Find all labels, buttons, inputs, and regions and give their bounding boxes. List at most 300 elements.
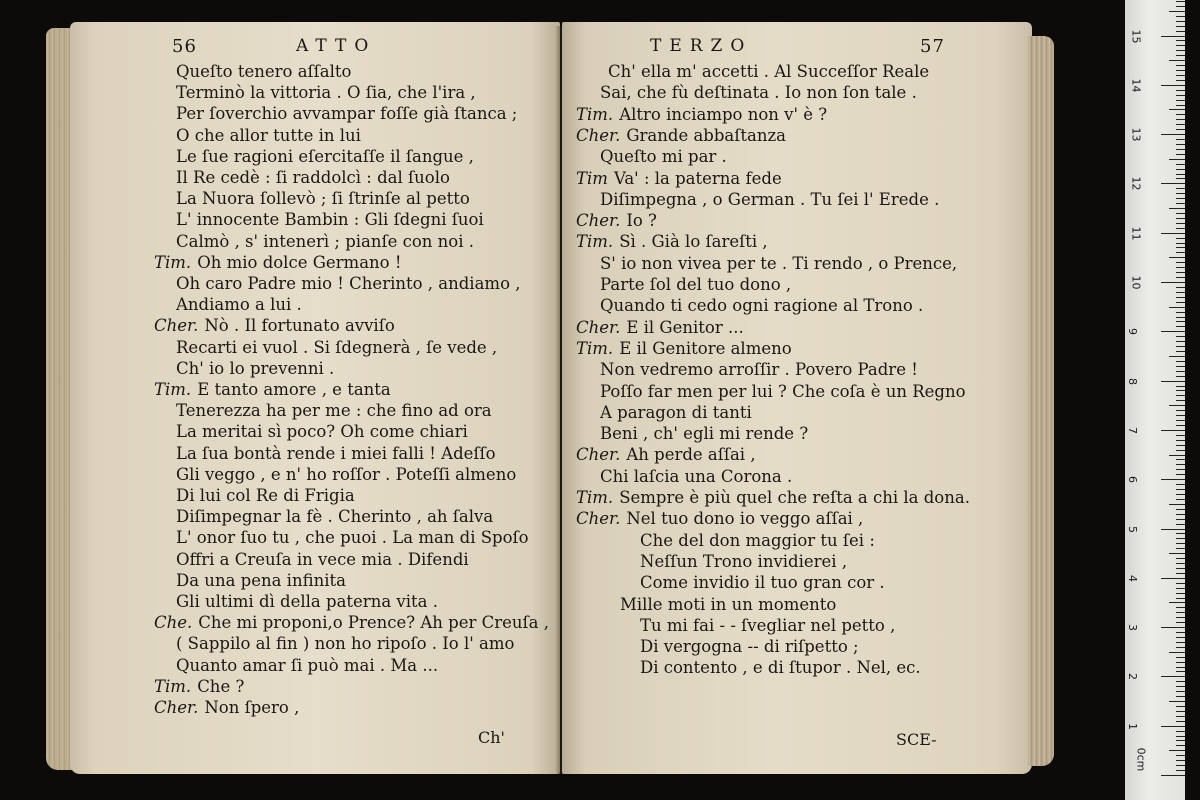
text-line: [176, 126, 361, 147]
ruler-tick: [1176, 533, 1185, 534]
ruler-label: 11: [1129, 226, 1143, 241]
ruler-tick: [1176, 445, 1185, 446]
right-running-head: TERZO: [650, 36, 753, 56]
ruler-tick: [1161, 282, 1185, 283]
ruler-tick: [1176, 341, 1185, 342]
text-line: [576, 509, 863, 530]
ruler-tick: [1176, 612, 1185, 613]
ruler-tick: [1176, 21, 1185, 22]
verse-text: Quando ti cedo ogni ragione al Trono .: [600, 296, 924, 316]
text-line: [154, 613, 549, 634]
ruler-tick: [1176, 228, 1185, 229]
text-line: [640, 552, 847, 573]
ruler-label: 15: [1129, 29, 1143, 43]
speaker-label: Tim.: [576, 488, 614, 507]
text-line: [576, 318, 744, 339]
text-line: [154, 698, 299, 719]
speaker-label: Cher.: [576, 509, 621, 529]
ruler-tick: [1176, 50, 1185, 51]
ruler-tick: [1176, 144, 1185, 145]
verse-text: Oh mio dolce Germano !: [197, 252, 402, 272]
verse-text: Quanto amar ſi può mai . Ma ...: [176, 655, 439, 675]
ruler-tick: [1176, 105, 1185, 106]
verse-text: Che del don maggior tu ſei :: [640, 530, 875, 550]
ruler-tick: [1176, 524, 1185, 525]
ruler-tick: [1176, 119, 1185, 120]
ruler-tick: [1176, 642, 1185, 643]
ruler-tick: [1169, 109, 1185, 110]
ruler-tick: [1176, 100, 1185, 101]
ruler-tick: [1161, 183, 1185, 184]
ruler-tick: [1176, 716, 1185, 717]
ruler-tick: [1176, 223, 1185, 224]
ruler-tick: [1176, 671, 1185, 672]
text-line: [640, 616, 895, 637]
verse-text: L' onor ſuo tu , che puoi . La man di Spoſo: [176, 528, 529, 548]
text-line: [576, 105, 827, 126]
ruler-tick: [1176, 247, 1185, 248]
ruler-tick: [1176, 770, 1185, 771]
text-line: [576, 169, 782, 190]
verse-text: Queſto tenero aſſalto: [176, 62, 352, 81]
text-line: [176, 444, 496, 465]
verse-text: Tu mi fai - - ſvegliar nel petto ,: [640, 615, 896, 635]
ruler-tick: [1176, 351, 1185, 352]
verse-text: Diſimpegna , o German . Tu ſei l' Erede .: [600, 189, 940, 209]
ruler-tick: [1176, 691, 1185, 692]
ruler-tick: [1176, 509, 1185, 510]
verse-text: Da una pena infinita: [176, 570, 346, 590]
right-catchword: SCE-: [896, 730, 937, 749]
text-line: [176, 401, 492, 422]
ruler-label: 13: [1129, 127, 1143, 142]
text-line: [176, 295, 302, 316]
verse-text: Gli ultimi dì della paterna vita .: [176, 592, 438, 611]
ruler-tick: [1176, 376, 1185, 377]
ruler-tick: [1176, 607, 1185, 608]
ruler-tick: [1176, 514, 1185, 515]
ruler-tick: [1176, 637, 1185, 638]
ruler-tick: [1161, 529, 1185, 530]
right-page: [562, 22, 1032, 774]
verse-text: E il Genitor ...: [626, 317, 744, 337]
ruler-tick: [1176, 410, 1185, 411]
speaker-label: Tim.: [154, 252, 192, 272]
text-line: [176, 168, 450, 189]
ruler-tick: [1176, 489, 1185, 490]
ruler-tick: [1176, 568, 1185, 569]
ruler-tick: [1176, 425, 1185, 426]
ruler-tick: [1176, 538, 1185, 539]
verse-text: O che allor tutte in lui: [176, 125, 361, 145]
ruler-tick: [1176, 415, 1185, 416]
ruler-tick: [1176, 519, 1185, 520]
text-line: [600, 254, 957, 275]
ruler-tick: [1176, 302, 1185, 303]
ruler-tick: [1176, 745, 1185, 746]
ruler-tick: [1176, 667, 1185, 668]
ruler-tick: [1176, 371, 1185, 372]
text-line: [600, 190, 939, 211]
ruler-tick: [1161, 134, 1185, 135]
ruler-tick: [1176, 711, 1185, 712]
ruler-label: 8: [1126, 377, 1139, 385]
text-line: [608, 62, 929, 83]
ruler-tick: [1176, 583, 1185, 584]
ruler-label: 2: [1126, 673, 1139, 681]
ruler-tick: [1176, 361, 1185, 362]
verse-text: Le ſue ragioni eſercitaſſe il ſangue ,: [176, 146, 474, 166]
ruler-tick: [1176, 346, 1185, 347]
ruler-tick: [1176, 297, 1185, 298]
ruler-tick: [1176, 681, 1185, 682]
left-page: [70, 22, 560, 774]
ruler-tick: [1176, 760, 1185, 761]
ruler-tick: [1176, 178, 1185, 179]
ruler-tick: [1161, 479, 1185, 480]
ruler-tick: [1176, 420, 1185, 421]
ruler-tick: [1161, 775, 1185, 776]
verse-text: Recarti ei vuol . Si ſdegnerà , ſe vede ,: [176, 337, 498, 357]
ruler-tick: [1176, 277, 1185, 278]
left-page-number: 56: [172, 36, 197, 57]
text-line: [600, 275, 791, 296]
ruler-tick: [1169, 257, 1185, 258]
text-line: [600, 83, 917, 104]
ruler-label: 6: [1126, 476, 1139, 484]
verse-text: Calmò , s' intenerì ; pianſe con noi .: [176, 231, 474, 251]
ruler-tick: [1176, 16, 1185, 17]
ruler-tick: [1176, 386, 1185, 387]
ruler-tick: [1176, 45, 1185, 46]
ruler-tick: [1176, 721, 1185, 722]
ruler-label: 10: [1129, 275, 1143, 290]
ruler-tick: [1169, 553, 1185, 554]
text-line: [600, 296, 923, 317]
verse-text: Io ?: [626, 211, 657, 231]
verse-text: Beni , ch' egli mi rende ?: [600, 424, 809, 444]
ruler-tick: [1176, 321, 1185, 322]
ruler-tick: [1176, 459, 1185, 460]
text-line: [176, 634, 514, 655]
text-line: [576, 211, 657, 232]
ruler-tick: [1176, 272, 1185, 273]
ruler-tick: [1176, 312, 1185, 313]
text-line: [576, 339, 792, 360]
ruler-tick: [1176, 558, 1185, 559]
ruler-tick: [1176, 317, 1185, 318]
text-line: [600, 424, 808, 445]
text-line: [640, 573, 885, 594]
verse-text: E tanto amore , e tanta: [197, 380, 391, 399]
text-line: [176, 210, 484, 231]
ruler-tick: [1169, 750, 1185, 751]
ruler-tick: [1169, 602, 1185, 603]
ruler-label: 5: [1126, 525, 1139, 533]
ruler-tick: [1176, 499, 1185, 500]
speaker-label: Cher.: [576, 445, 621, 465]
left-running-head: ATTO: [296, 36, 377, 56]
text-line: [176, 83, 476, 104]
ruler-tick: [1176, 706, 1185, 707]
speaker-label: Cher.: [576, 317, 621, 337]
speaker-label: Tim.: [576, 232, 614, 252]
ruler-tick: [1176, 31, 1185, 32]
ruler-tick: [1169, 159, 1185, 160]
text-line: [640, 531, 875, 552]
ruler-tick: [1176, 662, 1185, 663]
ruler-tick: [1176, 203, 1185, 204]
ruler-tick: [1176, 95, 1185, 96]
verse-text: Oh caro Padre mio ! Cherinto , andiamo ,: [176, 274, 521, 293]
verse-text: Mille moti in un momento: [620, 594, 837, 614]
speaker-label: Cher.: [576, 125, 621, 145]
ruler-tick: [1176, 765, 1185, 766]
verse-text: Grande abbaſtanza: [626, 125, 786, 145]
verse-text: Chi laſcia una Corona .: [600, 466, 793, 486]
ruler-tick: [1176, 563, 1185, 564]
ruler-tick: [1176, 114, 1185, 115]
verse-text: Gli veggo , e n' ho roſſor . Poteſſi almeno: [176, 464, 517, 484]
verse-text: La ſua bontà rende i miei falli ! Adeſſo: [176, 443, 496, 463]
right-page-number: 57: [920, 36, 945, 57]
ruler-tick: [1169, 405, 1185, 406]
ruler-tick: [1176, 169, 1185, 170]
speaker-label: Tim: [576, 168, 608, 188]
measuring-ruler: [1125, 0, 1185, 800]
ruler-tick: [1176, 149, 1185, 150]
ruler-label: 1: [1126, 722, 1139, 730]
text-line: [176, 571, 346, 592]
speaker-label: Tim.: [576, 338, 614, 358]
ruler-label: 0cm: [1134, 747, 1148, 772]
ruler-label: 12: [1129, 176, 1143, 191]
speaker-label: Tim.: [154, 380, 192, 399]
verse-text: Va' : la paterna fede: [613, 168, 782, 188]
ruler-tick: [1169, 652, 1185, 653]
ruler-tick: [1176, 75, 1185, 76]
text-line: [176, 486, 355, 507]
text-line: [640, 658, 921, 679]
verse-text: Che ?: [197, 676, 245, 696]
ruler-tick: [1176, 736, 1185, 737]
ruler-tick: [1161, 381, 1185, 382]
text-line: [176, 338, 497, 359]
verse-text: Diſimpegnar la fè . Cherinto , ah ſalva: [176, 507, 494, 527]
ruler-tick: [1176, 464, 1185, 465]
verse-text: Poſſo far men per lui ? Che coſa è un Regno: [600, 381, 966, 401]
ruler-tick: [1176, 731, 1185, 732]
verse-text: Ah perde aſſai ,: [626, 445, 756, 465]
ruler-tick: [1176, 55, 1185, 56]
ruler-tick: [1176, 632, 1185, 633]
ruler-tick: [1176, 6, 1185, 7]
ruler-tick: [1176, 622, 1185, 623]
text-line: [154, 677, 244, 698]
left-catchword: Ch': [478, 728, 505, 747]
ruler-tick: [1176, 395, 1185, 396]
text-line: [600, 147, 727, 168]
text-line: [176, 422, 468, 443]
ruler-tick: [1176, 598, 1185, 599]
verse-text: Che mi proponi,o Prence? Ah per Creuſa ,: [198, 613, 549, 633]
ruler-tick: [1176, 755, 1185, 756]
verse-text: L' innocente Bambin : Gli ſdegni ſuoi: [176, 210, 484, 230]
ruler-tick: [1176, 213, 1185, 214]
verse-text: Terminò la vittoria . O ſia, che l'ira ,: [176, 83, 476, 103]
text-line: [176, 104, 517, 125]
ruler-tick: [1176, 588, 1185, 589]
verse-text: Il Re cedè : ſi raddolcì : dal ſuolo: [176, 168, 450, 187]
ruler-tick: [1176, 238, 1185, 239]
ruler-tick: [1176, 70, 1185, 71]
ruler-tick: [1169, 356, 1185, 357]
text-line: [154, 316, 395, 337]
text-line: [176, 465, 516, 486]
ruler-label: 14: [1129, 78, 1143, 93]
ruler-tick: [1176, 193, 1185, 194]
ruler-tick: [1169, 307, 1185, 308]
ruler-tick: [1176, 129, 1185, 130]
ruler-tick: [1176, 124, 1185, 125]
text-line: [576, 488, 970, 509]
verse-text: La Nuora ſollevò ; ſi ſtrinſe al petto: [176, 189, 470, 209]
ruler-tick: [1176, 80, 1185, 81]
ruler-tick: [1161, 578, 1185, 579]
ruler-tick: [1176, 243, 1185, 244]
text-line: [154, 380, 391, 401]
text-line: [176, 274, 521, 295]
verse-text: S' io non vivea per te . Ti rendo , o Prence,: [600, 253, 958, 273]
speaker-label: Cher.: [154, 316, 199, 336]
verse-text: Di lui col Re di Frigia: [176, 486, 355, 505]
ruler-tick: [1169, 701, 1185, 702]
verse-text: Per ſoverchio avvampar foſſe già ſtanca ;: [176, 104, 518, 124]
verse-text: Altro inciampo non v' è ?: [619, 104, 828, 124]
verse-text: Nò . Il fortunato avviſo: [204, 316, 395, 336]
text-line: [176, 359, 334, 380]
ruler-tick: [1161, 36, 1185, 37]
ruler-tick: [1176, 26, 1185, 27]
ruler-tick: [1169, 504, 1185, 505]
ruler-tick: [1176, 400, 1185, 401]
ruler-tick: [1176, 188, 1185, 189]
text-line: [600, 403, 752, 424]
text-line: [176, 147, 474, 168]
ruler-tick: [1176, 474, 1185, 475]
ruler-tick: [1176, 657, 1185, 658]
verse-text: ( Sappilo al fin ) non ho ripoſo . Io l' amo: [176, 634, 515, 654]
ruler-tick: [1176, 696, 1185, 697]
ruler-tick: [1176, 617, 1185, 618]
verse-text: Offri a Creuſa in vece mia . Difendi: [176, 549, 469, 569]
ruler-tick: [1176, 40, 1185, 41]
ruler-tick: [1176, 435, 1185, 436]
ruler-tick: [1161, 627, 1185, 628]
text-line: [176, 62, 351, 83]
ruler-tick: [1176, 65, 1185, 66]
ruler-tick: [1176, 198, 1185, 199]
text-line: [600, 467, 792, 488]
ruler-label: 7: [1126, 426, 1139, 434]
ruler-tick: [1176, 548, 1185, 549]
ruler-tick: [1176, 686, 1185, 687]
verse-text: E il Genitore almeno: [619, 338, 792, 358]
ruler-tick: [1176, 267, 1185, 268]
ruler-tick: [1176, 90, 1185, 91]
verse-text: Come invidio il tuo gran cor .: [640, 573, 885, 593]
text-line: [176, 592, 438, 613]
verse-text: Ch' io lo prevenni .: [176, 358, 335, 378]
text-line: [176, 507, 493, 528]
ruler-label: 4: [1126, 574, 1139, 582]
ruler-tick: [1176, 573, 1185, 574]
ruler-tick: [1169, 11, 1185, 12]
ruler-tick: [1161, 676, 1185, 677]
verse-text: Non vedremo arroſſir . Povero Padre !: [600, 360, 918, 380]
text-line: [176, 656, 438, 677]
text-line: [176, 232, 474, 253]
ruler-tick: [1176, 174, 1185, 175]
text-line: [576, 232, 768, 253]
text-line: [176, 528, 529, 549]
ruler-tick: [1161, 233, 1185, 234]
ruler-tick: [1176, 543, 1185, 544]
ruler-tick: [1176, 292, 1185, 293]
ruler-tick: [1176, 326, 1185, 327]
ruler-tick: [1169, 208, 1185, 209]
right-page-edges: [1028, 36, 1054, 766]
verse-text: A paragon di tanti: [600, 402, 752, 422]
ruler-label: 3: [1126, 624, 1139, 632]
ruler-tick: [1176, 647, 1185, 648]
ruler-tick: [1176, 287, 1185, 288]
text-line: [620, 595, 836, 616]
ruler-tick: [1176, 366, 1185, 367]
verse-text: Neſſun Trono invidierei ,: [640, 551, 848, 571]
ruler-tick: [1176, 494, 1185, 495]
text-line: [576, 126, 786, 147]
verse-text: Ch' ella m' accetti . Al Succeſſor Reale: [608, 62, 930, 81]
speaker-label: Tim.: [576, 104, 614, 124]
ruler-tick: [1161, 430, 1185, 431]
text-line: [176, 550, 469, 571]
verse-text: La meritai sì poco? Oh come chiari: [176, 422, 468, 442]
ruler-tick: [1176, 440, 1185, 441]
verse-text: Andiamo a lui .: [176, 295, 302, 315]
speaker-label: Cher.: [154, 698, 199, 717]
speaker-label: Cher.: [576, 211, 621, 231]
verse-text: Sì . Già lo ſareſti ,: [619, 232, 768, 252]
ruler-tick: [1161, 331, 1185, 332]
ruler-tick: [1169, 60, 1185, 61]
ruler-tick: [1161, 726, 1185, 727]
ruler-tick: [1176, 484, 1185, 485]
ruler-tick: [1176, 262, 1185, 263]
ruler-label: 9: [1126, 328, 1139, 336]
ruler-tick: [1176, 469, 1185, 470]
verse-text: Sempre è più quel che reſta a chi la dona.: [619, 488, 970, 507]
verse-text: Di contento , e di ſtupor . Nel, ec.: [640, 658, 921, 678]
ruler-tick: [1176, 154, 1185, 155]
verse-text: Di vergogna -- di riſpetto ;: [640, 637, 859, 657]
ruler-tick: [1176, 450, 1185, 451]
ruler-tick: [1176, 164, 1185, 165]
ruler-tick: [1176, 218, 1185, 219]
verse-text: Nel tuo dono io veggo aſſai ,: [626, 509, 864, 529]
ruler-tick: [1176, 740, 1185, 741]
ruler-tick: [1176, 336, 1185, 337]
